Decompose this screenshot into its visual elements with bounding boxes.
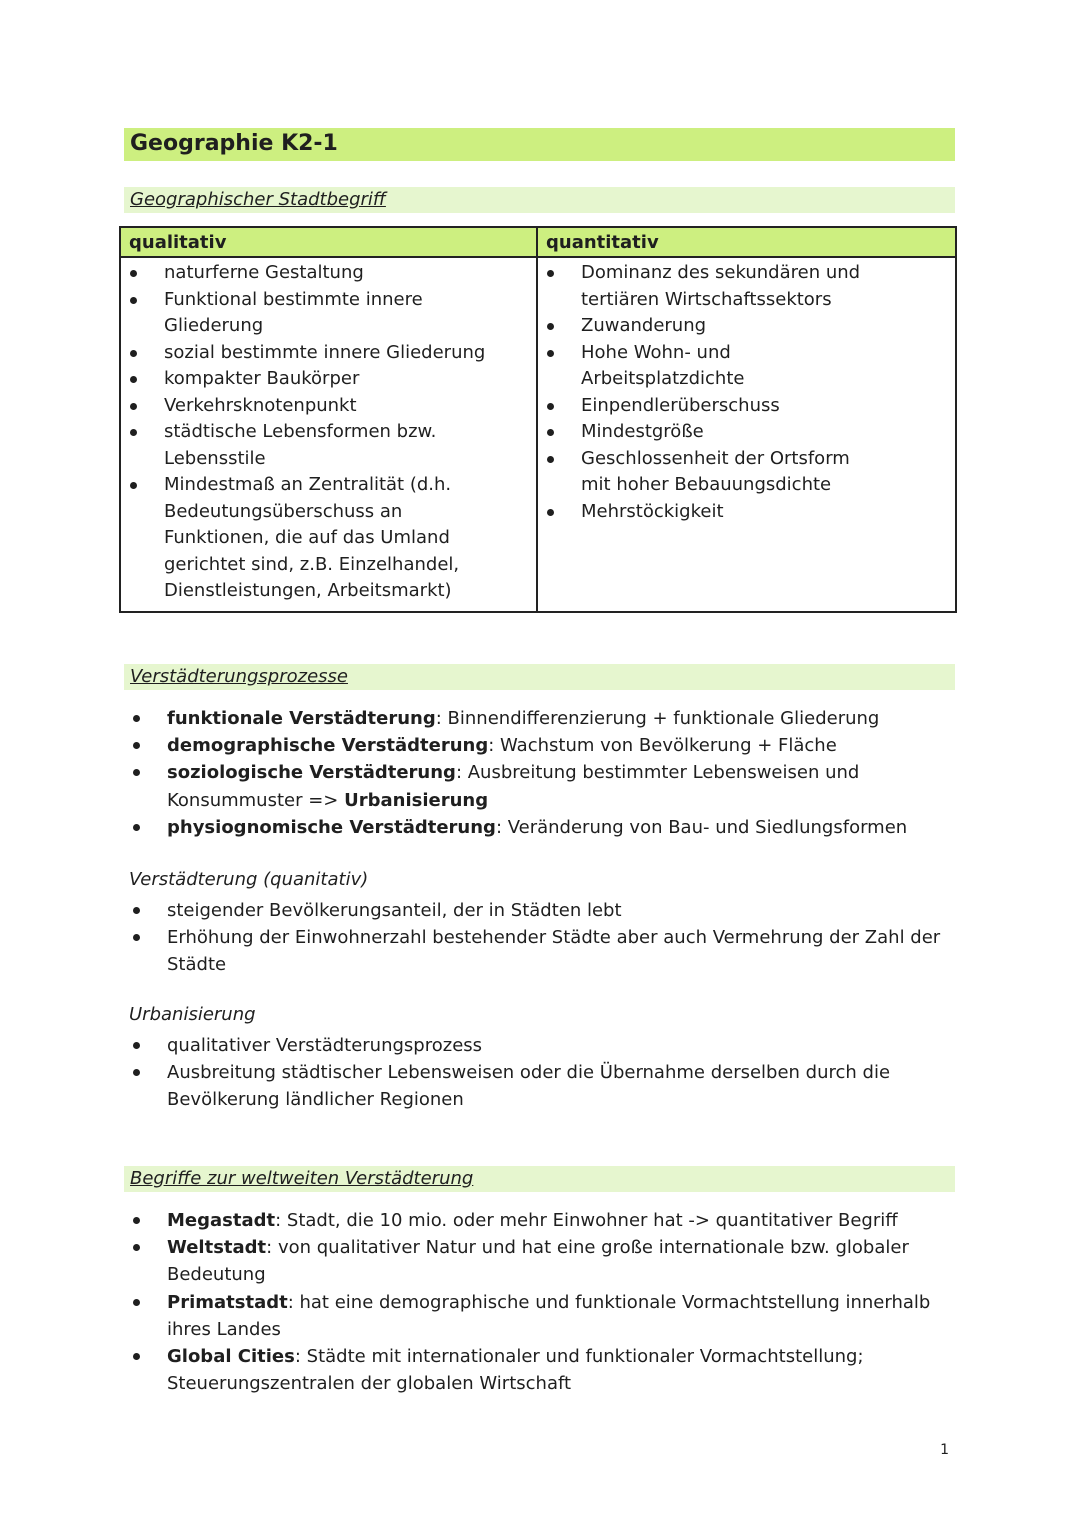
- table-header-qualitativ: qualitativ: [120, 227, 537, 257]
- list-item: Geschlossenheit der Ortsform mit hoher Bebauungsdichte: [538, 446, 878, 499]
- qualitativ-cell: [120, 257, 537, 612]
- begriffe-list: [124, 1207, 954, 1397]
- list-item: demographische Verstädterung: Wachstum von Bevölkerung + Fläche: [124, 732, 954, 759]
- quantitativ-list: [124, 897, 954, 979]
- bullet-icon: [547, 270, 554, 277]
- list-item: Primatstadt: hat eine demographische und funktionale Vormachtstellung innerhalb ihres Landes: [124, 1289, 954, 1343]
- bullet-icon: [130, 403, 137, 410]
- bullet-icon: [133, 1217, 140, 1224]
- bullet-icon: [130, 376, 137, 383]
- bullet-icon: [547, 509, 554, 516]
- list-item: Funktional bestimmte innere Gliederung: [121, 287, 491, 340]
- bullet-icon: [133, 769, 140, 776]
- list-item: Mindestgröße: [538, 419, 878, 446]
- bullet-icon: [133, 907, 140, 914]
- list-item: Mindestmaß an Zentralität (d.h. Bedeutungsüberschuss an Funktionen, die auf das Umland gerichtet sind, z.B. Einzelhandel, Dienstleistungen, Arbeitsmarkt): [121, 472, 491, 605]
- bullet-icon: [133, 824, 140, 831]
- list-item: Ausbreitung städtischer Lebensweisen oder die Übernahme derselben durch die Bevölkerung ländlicher Regionen: [124, 1059, 954, 1113]
- section-heading-begriffe-text: Begriffe zur weltweiten Verstädterung: [130, 1168, 474, 1189]
- bullet-icon: [133, 1299, 140, 1306]
- bullet-icon: [130, 482, 137, 489]
- list-item: naturferne Gestaltung: [121, 260, 491, 287]
- section-heading-prozesse-text: Verstädterungsprozesse: [130, 666, 348, 687]
- list-item: Erhöhung der Einwohnerzahl bestehender Städte aber auch Vermehrung der Zahl der Städte: [124, 924, 954, 978]
- list-item: Verkehrsknotenpunkt: [121, 393, 491, 420]
- list-item: sozial bestimmte innere Gliederung: [121, 340, 491, 367]
- title-bar: [124, 128, 955, 161]
- bullet-icon: [133, 1069, 140, 1076]
- section-heading-stadtbegriff: [124, 187, 955, 213]
- list-item: Megastadt: Stadt, die 10 mio. oder mehr Einwohner hat -> quantitativer Begriff: [124, 1207, 954, 1234]
- list-item: physiognomische Verstädterung: Veränderung von Bau- und Siedlungsformen: [124, 814, 954, 841]
- urbanisierung-heading: Urbanisierung: [129, 1004, 256, 1025]
- bullet-icon: [133, 1244, 140, 1251]
- prozesse-list: [124, 705, 954, 841]
- list-item: Global Cities: Städte mit internationaler und funktionaler Vormachtstellung; Steuerungszentralen der globalen Wirtschaft: [124, 1343, 954, 1397]
- urbanisierung-list: [124, 1032, 954, 1114]
- quantitativ-heading: Verstädterung (quanitativ): [129, 869, 369, 890]
- list-item: Dominanz des sekundären und tertiären Wirtschaftssektors: [538, 260, 878, 313]
- bullet-icon: [133, 715, 140, 722]
- quantitativ-cell: [537, 257, 956, 612]
- list-item: städtische Lebensformen bzw. Lebensstile: [121, 419, 491, 472]
- bullet-icon: [547, 429, 554, 436]
- bullet-icon: [547, 323, 554, 330]
- list-item: soziologische Verstädterung: Ausbreitung bestimmter Lebensweisen und Konsummuster => Urbanisierung: [124, 759, 954, 813]
- bullet-icon: [547, 403, 554, 410]
- bullet-icon: [547, 456, 554, 463]
- list-item: steigender Bevölkerungsanteil, der in Städten lebt: [124, 897, 954, 924]
- list-item: Weltstadt: von qualitativer Natur und hat eine große internationale bzw. globaler Bedeutung: [124, 1234, 954, 1288]
- bullet-icon: [130, 270, 137, 277]
- bullet-icon: [133, 934, 140, 941]
- list-item: Mehrstöckigkeit: [538, 499, 878, 526]
- bullet-icon: [133, 1353, 140, 1360]
- list-item: Einpendlerüberschuss: [538, 393, 878, 420]
- bullet-icon: [133, 742, 140, 749]
- list-item: qualitativer Verstädterungsprozess: [124, 1032, 954, 1059]
- stadtbegriff-table: [119, 226, 957, 613]
- list-item: funktionale Verstädterung: Binnendifferenzierung + funktionale Gliederung: [124, 705, 954, 732]
- bullet-icon: [547, 350, 554, 357]
- bullet-icon: [130, 297, 137, 304]
- bullet-icon: [133, 1042, 140, 1049]
- section-heading-prozesse: [124, 664, 955, 690]
- bullet-icon: [130, 429, 137, 436]
- section-heading-stadtbegriff-text: Geographischer Stadtbegriff: [130, 189, 386, 210]
- table-header-quantitativ: quantitativ: [537, 227, 956, 257]
- list-item: kompakter Baukörper: [121, 366, 491, 393]
- list-item: Zuwanderung: [538, 313, 878, 340]
- page-title: Geographie K2-1: [130, 131, 338, 156]
- bullet-icon: [130, 350, 137, 357]
- page-number: 1: [940, 1442, 949, 1458]
- list-item: Hohe Wohn- und Arbeitsplatzdichte: [538, 340, 878, 393]
- section-heading-begriffe: [124, 1166, 955, 1192]
